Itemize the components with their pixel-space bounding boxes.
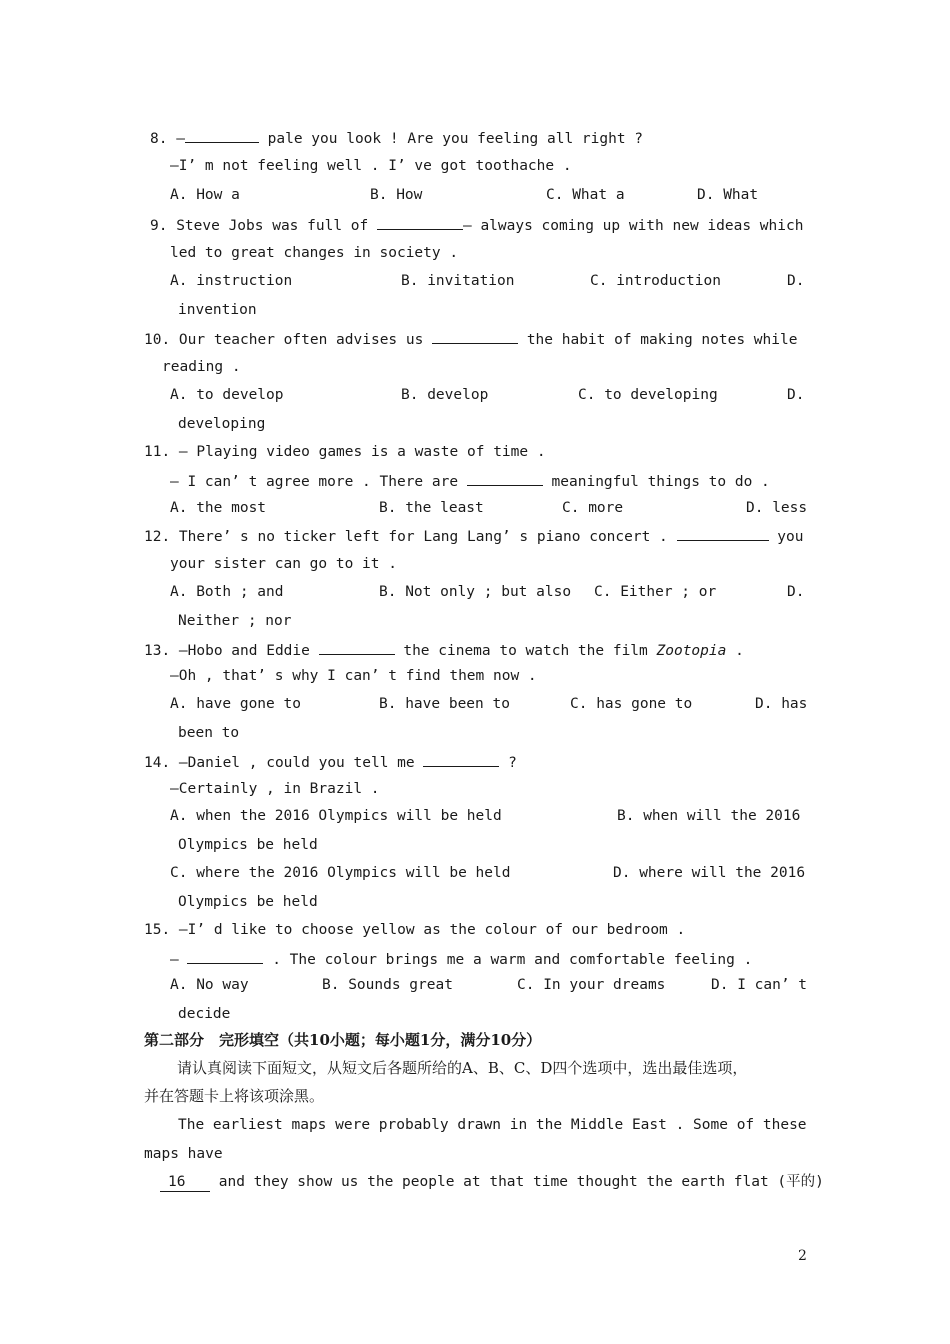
q11-line2: — I can’ t agree more . There are meaningful things to do .: [170, 471, 770, 491]
q12-option-c: C. Either ; or: [594, 584, 717, 600]
q15-option-a: A. No way: [170, 977, 249, 993]
q12-option-a: A. Both ; and: [170, 584, 284, 600]
answer-blank[interactable]: [319, 640, 395, 655]
q13-option-c: C. has gone to: [570, 696, 693, 712]
q14-option-d: D. where will the 2016: [613, 865, 806, 881]
q14-option-c: C. where the 2016 Olympics will be held: [170, 865, 511, 881]
q12-option-d: D.: [787, 584, 805, 600]
section-heading: 第二部分 完形填空（共10小题；每小题1分，满分10分）: [144, 1031, 542, 1049]
q10-option-d-text: developing: [178, 416, 266, 432]
q8-option-a: A. How a: [170, 187, 240, 203]
q14-line2: —Certainly , in Brazil .: [170, 781, 380, 797]
q9-option-c: C. introduction: [590, 273, 721, 289]
q10-line2: reading .: [162, 359, 241, 375]
q8-line1: 8. — pale you look ! Are you feeling all right ?: [150, 128, 643, 148]
q14-option-b: B. when will the 2016: [617, 808, 801, 824]
answer-blank[interactable]: [423, 752, 499, 767]
q10-option-b: B. develop: [401, 387, 489, 403]
answer-blank[interactable]: [187, 949, 263, 964]
q11-line1: 11. — Playing video games is a waste of time .: [144, 444, 546, 460]
q8-line2: —I’ m not feeling well . I’ ve got toothache .: [170, 158, 572, 174]
q9-option-b: B. invitation: [401, 273, 515, 289]
q12-line1: 12. There’ s no ticker left for Lang Lang’ s piano concert . you: [144, 526, 803, 546]
q14-line1: 14. —Daniel , could you tell me ?: [144, 752, 517, 772]
q12-option-d-text: Neither ; nor: [178, 613, 292, 629]
q14-option-b-text: Olympics be held: [178, 837, 318, 853]
passage-line3: 16 and they show us the people at that time thought the earth flat (平的): [160, 1173, 824, 1192]
q8-option-b: B. How: [370, 187, 423, 203]
q13-line1: 13. —Hobo and Eddie the cinema to watch the film Zootopia .: [144, 640, 744, 660]
q11-option-b: B. the least: [379, 500, 484, 516]
q15-line2: — . The colour brings me a warm and comfortable feeling .: [170, 949, 752, 969]
q10-line1: 10. Our teacher often advises us the habit of making notes while: [144, 329, 797, 349]
q12-line2: your sister can go to it .: [170, 556, 397, 572]
q8-option-c: C. What a: [546, 187, 625, 203]
instruction-line2: 并在答题卡上将该项涂黑。: [144, 1087, 325, 1105]
q15-option-d-text: decide: [178, 1006, 231, 1022]
film-title: Zootopia: [656, 643, 727, 659]
q8-option-d: D. What: [697, 187, 759, 203]
q9-line2: led to great changes in society .: [170, 245, 459, 261]
answer-blank[interactable]: [432, 329, 518, 344]
answer-blank[interactable]: [377, 215, 463, 230]
q15-option-b: B. Sounds great: [322, 977, 453, 993]
passage-line2: maps have: [144, 1146, 223, 1162]
q11-option-d: D. less: [746, 500, 808, 516]
answer-blank[interactable]: [185, 128, 259, 143]
q13-line2: —Oh , that’ s why I can’ t find them now .: [170, 668, 537, 684]
passage-line1: The earliest maps were probably drawn in the Middle East . Some of these: [178, 1117, 807, 1133]
answer-blank[interactable]: [467, 471, 543, 486]
q14-option-d-text: Olympics be held: [178, 894, 318, 910]
instruction-line1: 请认真阅读下面短文，从短文后各题所给的A、B、C、D四个选项中，选出最佳选项，: [177, 1059, 748, 1077]
q14-option-a: A. when the 2016 Olympics will be held: [170, 808, 502, 824]
q9-option-d: D.: [787, 273, 805, 289]
page-number: 2: [798, 1248, 807, 1264]
q12-option-b: B. Not only ; but also: [379, 584, 572, 600]
q9-line1: 9. Steve Jobs was full of — always coming up with new ideas which: [150, 215, 803, 235]
q10-option-c: C. to developing: [578, 387, 718, 403]
q11-option-c: C. more: [562, 500, 624, 516]
q15-option-c: C. In your dreams: [517, 977, 666, 993]
q15-line1: 15. —I’ d like to choose yellow as the colour of our bedroom .: [144, 922, 686, 938]
q13-option-d: D. has: [755, 696, 808, 712]
q13-option-d-text: been to: [178, 725, 240, 741]
q13-option-a: A. have gone to: [170, 696, 301, 712]
blank-16[interactable]: 16: [160, 1173, 210, 1192]
answer-blank[interactable]: [677, 526, 769, 541]
q11-option-a: A. the most: [170, 500, 267, 516]
q9-option-a: A. instruction: [170, 273, 293, 289]
q10-option-a: A. to develop: [170, 387, 284, 403]
q15-option-d: D. I can’ t: [711, 977, 808, 993]
q10-option-d: D.: [787, 387, 805, 403]
q13-option-b: B. have been to: [379, 696, 510, 712]
q9-option-d-text: invention: [178, 302, 257, 318]
